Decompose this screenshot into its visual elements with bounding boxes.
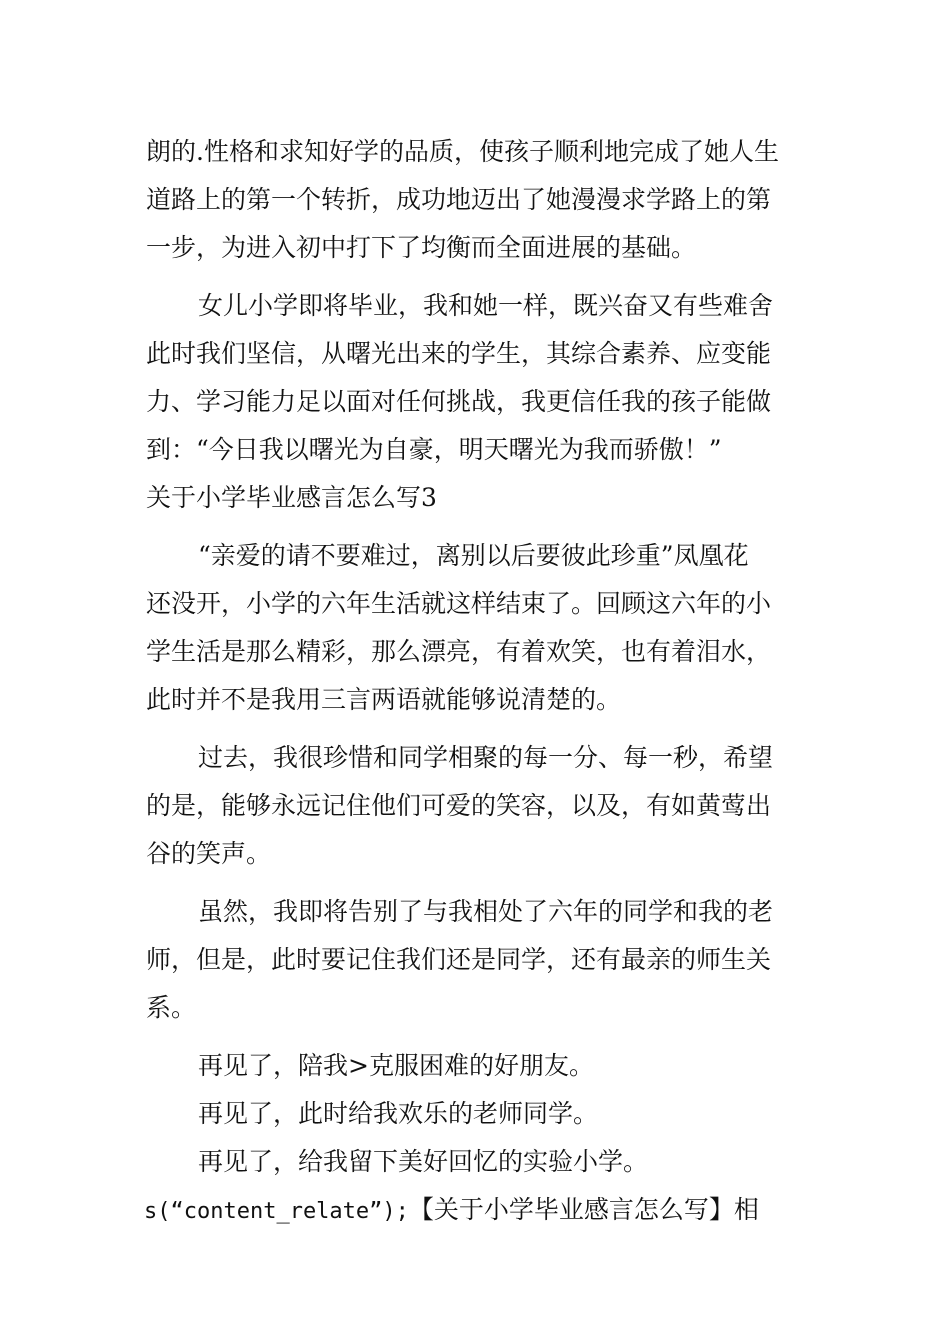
text-line: 虽然，我即将告别了与我相处了六年的同学和我的老 <box>198 897 774 926</box>
footer-line <box>144 1186 808 1234</box>
text-line: 道路上的第一个转折，成功地迈出了她漫漫求学路上的第 <box>146 185 772 214</box>
section-heading: 关于小学毕业感言怎么写3 <box>146 483 437 512</box>
document-page <box>146 128 808 1234</box>
paragraph-3 <box>146 532 808 724</box>
text-line: 的是，能够永远记住他们可爱的笑容，以及，有如黄莺出 <box>146 791 772 820</box>
footer-code: s(“content_relate”); <box>144 1199 409 1224</box>
text-line: 谷的笑声。 <box>146 839 272 868</box>
text-line: 到：“今日我以曙光为自豪，明天曙光为我而骄傲！” <box>146 435 722 464</box>
text-line: 此时我们坚信，从曙光出来的学生，其综合素养、应变能 <box>146 339 772 368</box>
footer-text: 【关于小学毕业感言怎么写】相 <box>408 1195 759 1224</box>
text-line: 力、学习能力足以面对任何挑战，我更信任我的孩子能做 <box>146 387 772 416</box>
text-line: 学生活是那么精彩，那么漂亮，有着欢笑，也有着泪水， <box>146 637 772 666</box>
text-line: 还没开，小学的六年生活就这样结束了。回顾这六年的小 <box>146 589 772 618</box>
paragraph-5 <box>146 888 808 1032</box>
farewell-line-1: 再见了，陪我>克服困难的好朋友。 <box>198 1051 594 1080</box>
text-line: 系。 <box>146 993 197 1022</box>
paragraph-2 <box>146 282 808 474</box>
paragraph-4 <box>146 734 808 878</box>
text-line: 过去，我很珍惜和同学相聚的每一分、每一秒，希望 <box>198 743 774 772</box>
text-line: 朗的.性格和求知好学的品质，使孩子顺利地完成了她人生 <box>146 137 779 166</box>
text-line: 师，但是，此时要记住我们还是同学，还有最亲的师生关 <box>146 945 772 974</box>
farewell-line-3: 再见了，给我留下美好回忆的实验小学。 <box>198 1147 649 1176</box>
paragraph-1 <box>146 128 808 272</box>
farewell-line-2: 再见了，此时给我欢乐的老师同学。 <box>198 1099 599 1128</box>
text-line: 女儿小学即将毕业，我和她一样，既兴奋又有些难舍 <box>198 291 774 320</box>
text-line: 此时并不是我用三言两语就能够说清楚的。 <box>146 685 622 714</box>
text-line: 一步，为进入初中打下了均衡而全面进展的基础。 <box>146 233 697 262</box>
text-line: “亲爱的请不要难过，离别以后要彼此珍重”凤凰花 <box>198 541 749 570</box>
